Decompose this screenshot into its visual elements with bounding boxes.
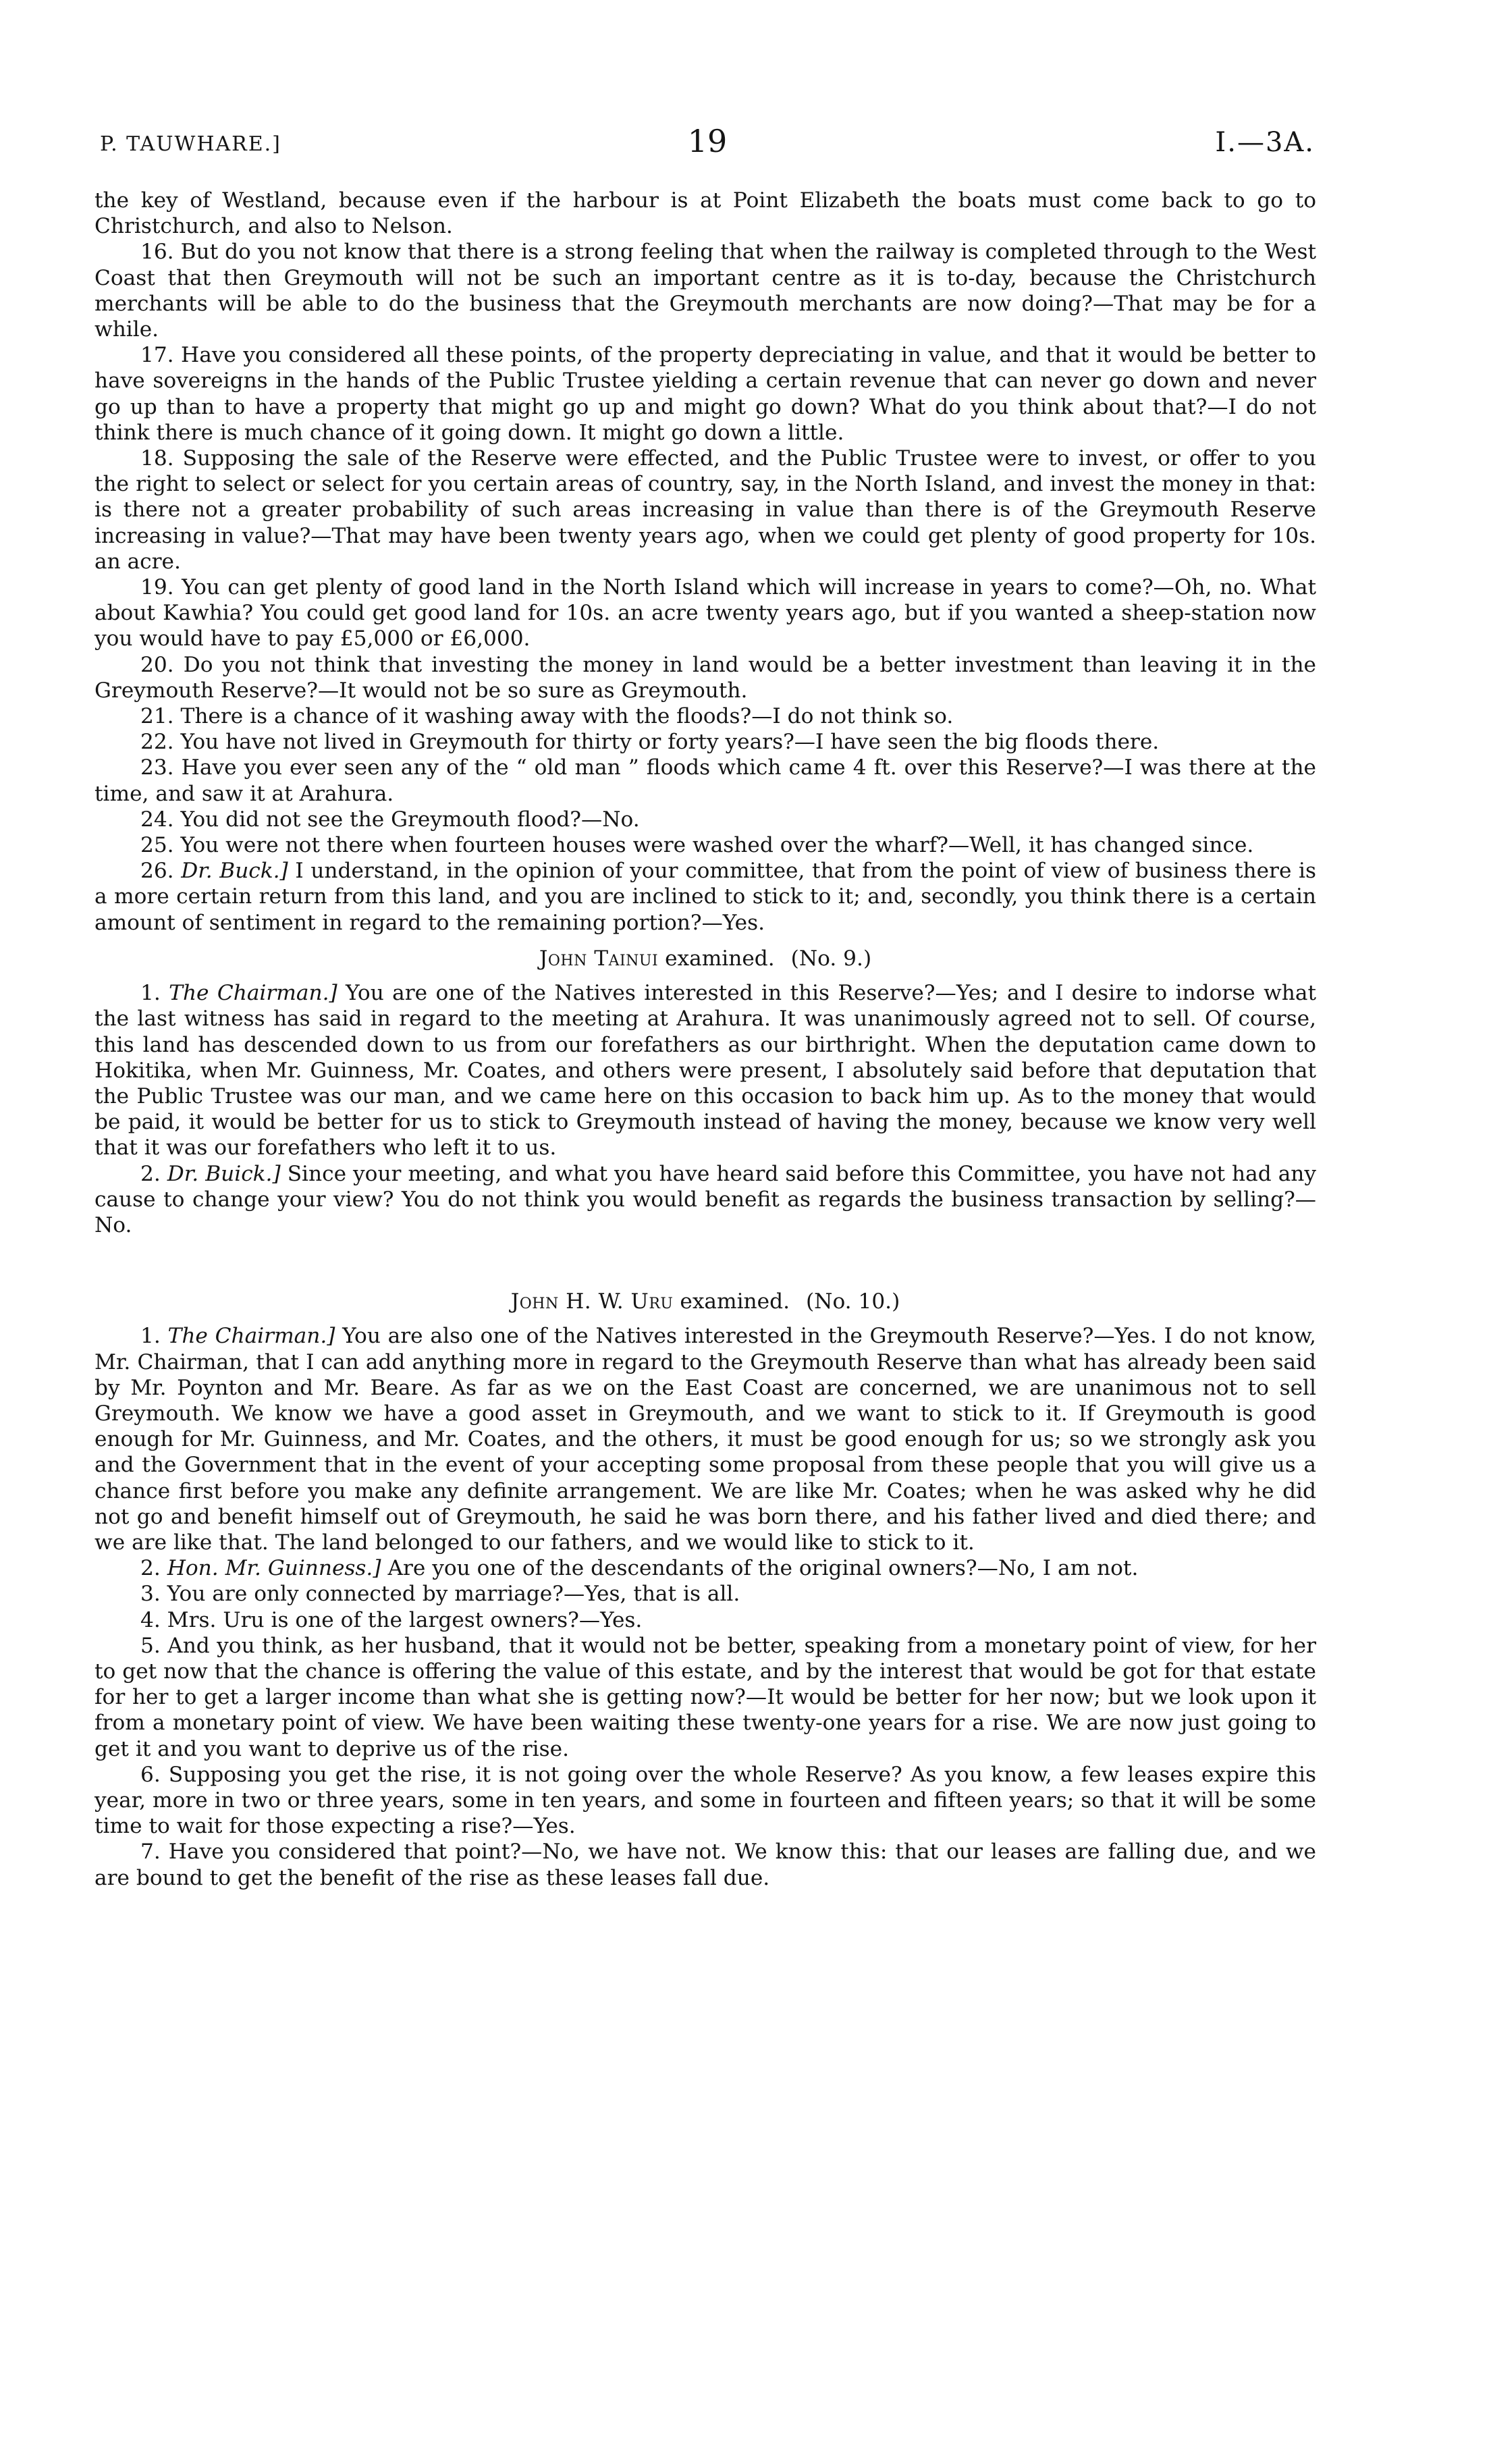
- question-25: 25. You were not there when fourteen houses were washed over the wharf?—Well, it has changed since.: [140, 833, 1254, 858]
- witness-number: (No. 9.): [790, 946, 872, 971]
- question-text: Since your meeting, and what you have heard said before this Committee, you have not had any cause to change your view? You do not think you would benefit as regards the business transaction by selling?—No.: [94, 1161, 1316, 1237]
- question-number: 26.: [140, 859, 174, 884]
- question-number: 1.: [140, 981, 161, 1006]
- speaker-label: The Chairman.]: [167, 1324, 335, 1349]
- tainui-question-1: [94, 980, 1316, 1160]
- question-number: 2.: [140, 1161, 161, 1186]
- question-number: 1.: [140, 1324, 161, 1349]
- examined-label: examined.: [665, 946, 775, 971]
- speaker-label: Dr. Buick.]: [167, 1161, 281, 1186]
- uru-question-3: 3. You are only connected by marriage?—Yes, that is all.: [140, 1582, 740, 1607]
- question-18: 18. Supposing the sale of the Reserve were effected, and the Public Trustee were to invest, or offer to you the right to select or select for you certain areas of country, say, in the North Island, and invest the money in that: is there not a greater probability of such areas increasing in value than there is of the Greymouth Reserve increasing in value?—That may have been twenty years ago, when we could get plenty of good property for 10s. an acre.: [94, 446, 1316, 574]
- question-text: You are also one of the Natives interested in the Greymouth Reserve?—Yes. I do not know, Mr. Chairman, that I can add anything more in regard to the Greymouth Reserve than what has already been said by Mr. Poynton and Mr. Beare. As far as we on the East Coast are concerned, we are unanimous not to sell Greymouth. We know we have a good asset in Greymouth, and we want to stick to it. If Greymouth is good enough for Mr. Guinness, and Mr. Coates, and the others, it must be good enough for us; so we strongly ask you and the Government that in the event of your accepting some proposal from these people that you will give us a chance first before you make any definite arrangement. We are like Mr. Coates; when he was asked why he did not go and benefit himself out of Greymouth, he said he was born there, and his father lived and died there; and we are like that. The land belonged to our fathers, and we would like to stick to it.: [94, 1324, 1316, 1555]
- continued-paragraph: the key of Westland, because even if the harbour is at Point Elizabeth the boats must come back to go to Christchurch, and also to Nelson.: [94, 188, 1316, 239]
- examined-label: examined.: [680, 1289, 790, 1314]
- page-number: 19: [687, 123, 728, 159]
- question-text: Are you one of the descendants of the original owners?—No, I am not.: [387, 1556, 1139, 1581]
- question-21: 21. There is a chance of it washing away with the floods?—I do not think so.: [140, 704, 954, 729]
- witness-heading-uru: [94, 1289, 1316, 1314]
- speaker-label: Hon. Mr. Guinness.]: [167, 1556, 381, 1581]
- question-24: 24. You did not see the Greymouth flood?—No.: [140, 807, 640, 832]
- witness-heading-tainui: [94, 946, 1316, 971]
- page-header: [100, 123, 1315, 163]
- question-20: 20. Do you not think that investing the money in land would be a better investment than leaving it in the Greymouth Reserve?—It would not be so sure as Greymouth.: [94, 652, 1316, 703]
- document-body: [94, 188, 1316, 1891]
- witness-number: (No. 10.): [805, 1289, 900, 1314]
- witness-name: John Tainui: [539, 946, 659, 971]
- question-17: 17. Have you considered all these points, of the property depreciating in value, and that it would be better to have sovereigns in the hands of the Public Trustee yielding a certain revenue that can never go down and never go up than to have a property that might go up and might go down? What do you think about that?—I do not think there is much chance of it going down. It might go down a little.: [94, 343, 1316, 445]
- paper-reference: I.—3A.: [1215, 127, 1315, 158]
- question-16: 16. But do you not know that there is a strong feeling that when the railway is completed through to the West Coast that then Greymouth will not be such an important centre as it is to-day, because the Christchurch merchants will be able to do the business that the Greymouth merchants are now doing?—That may be for a while.: [94, 240, 1316, 342]
- question-text: You are one of the Natives interested in this Reserve?—Yes; and I desire to indorse what the last witness has said in regard to the meeting at Arahura. It was unanimously agreed not to sell. Of course, this land has descended down to us from our forefathers as our birthright. When the deputation came down to Hokitika, when Mr. Guinness, Mr. Coates, and others were present, I absolutely said before that deputation that the Public Trustee was our man, and we came here on this occasion to back him up. As to the money that would be paid, it would be better for us to stick to Greymouth instead of having the money, because we know very well that it was our forefathers who left it to us.: [94, 981, 1316, 1160]
- witness-header: P. TAUWHARE.]: [100, 132, 281, 156]
- uru-question-2: [94, 1555, 1316, 1581]
- question-text: I understand, in the opinion of your committee, that from the point of view of business there is a more certain return from this land, and you are inclined to stick to it; and, secondly, you think there is a certain amount of sentiment in regard to the remaining portion?—Yes.: [94, 859, 1317, 935]
- uru-question-6: 6. Supposing you get the rise, it is not going over the whole Reserve? As you know, a few leases expire this year, more in two or three years, some in ten years, and some in fourteen and fifteen years; so that it will be some time to wait for those expecting a rise?—Yes.: [94, 1762, 1316, 1839]
- question-23: 23. Have you ever seen any of the “ old man ” floods which came 4 ft. over this Reserve?—I was there at the time, and saw it at Arahura.: [94, 755, 1316, 806]
- question-26: [94, 858, 1316, 936]
- witness-name: John H. W. Uru: [510, 1289, 674, 1314]
- speaker-label: The Chairman.]: [169, 981, 337, 1006]
- uru-question-7: 7. Have you considered that point?—No, we have not. We know this: that our leases are falling due, and we are bound to get the benefit of the rise as these leases fall due.: [94, 1840, 1316, 1890]
- uru-question-5: 5. And you think, as her husband, that it would not be better, speaking from a monetary point of view, for her to get now that the chance is offering the value of this estate, and by the interest that would be got for that estate for her to get a larger income than what she is getting now?—It would be better for her now; but we look upon it from a monetary point of view. We have been waiting these twenty-one years for a rise. We are now just going to get it and you want to deprive us of the rise.: [94, 1633, 1316, 1761]
- uru-question-4: 4. Mrs. Uru is one of the largest owners?—Yes.: [140, 1607, 643, 1632]
- speaker-label: Dr. Buck.]: [181, 859, 288, 884]
- uru-question-1: [94, 1323, 1316, 1555]
- question-number: 2.: [140, 1556, 161, 1581]
- question-22: 22. You have not lived in Greymouth for thirty or forty years?—I have seen the big floods there.: [140, 730, 1160, 755]
- tainui-question-2: [94, 1161, 1316, 1239]
- question-19: 19. You can get plenty of good land in the North Island which will increase in years to come?—Oh, no. What about Kawhia? You could get good land for 10s. an acre twenty years ago, but if you wanted a sheep-station now you would have to pay £5,000 or £6,000.: [94, 575, 1316, 651]
